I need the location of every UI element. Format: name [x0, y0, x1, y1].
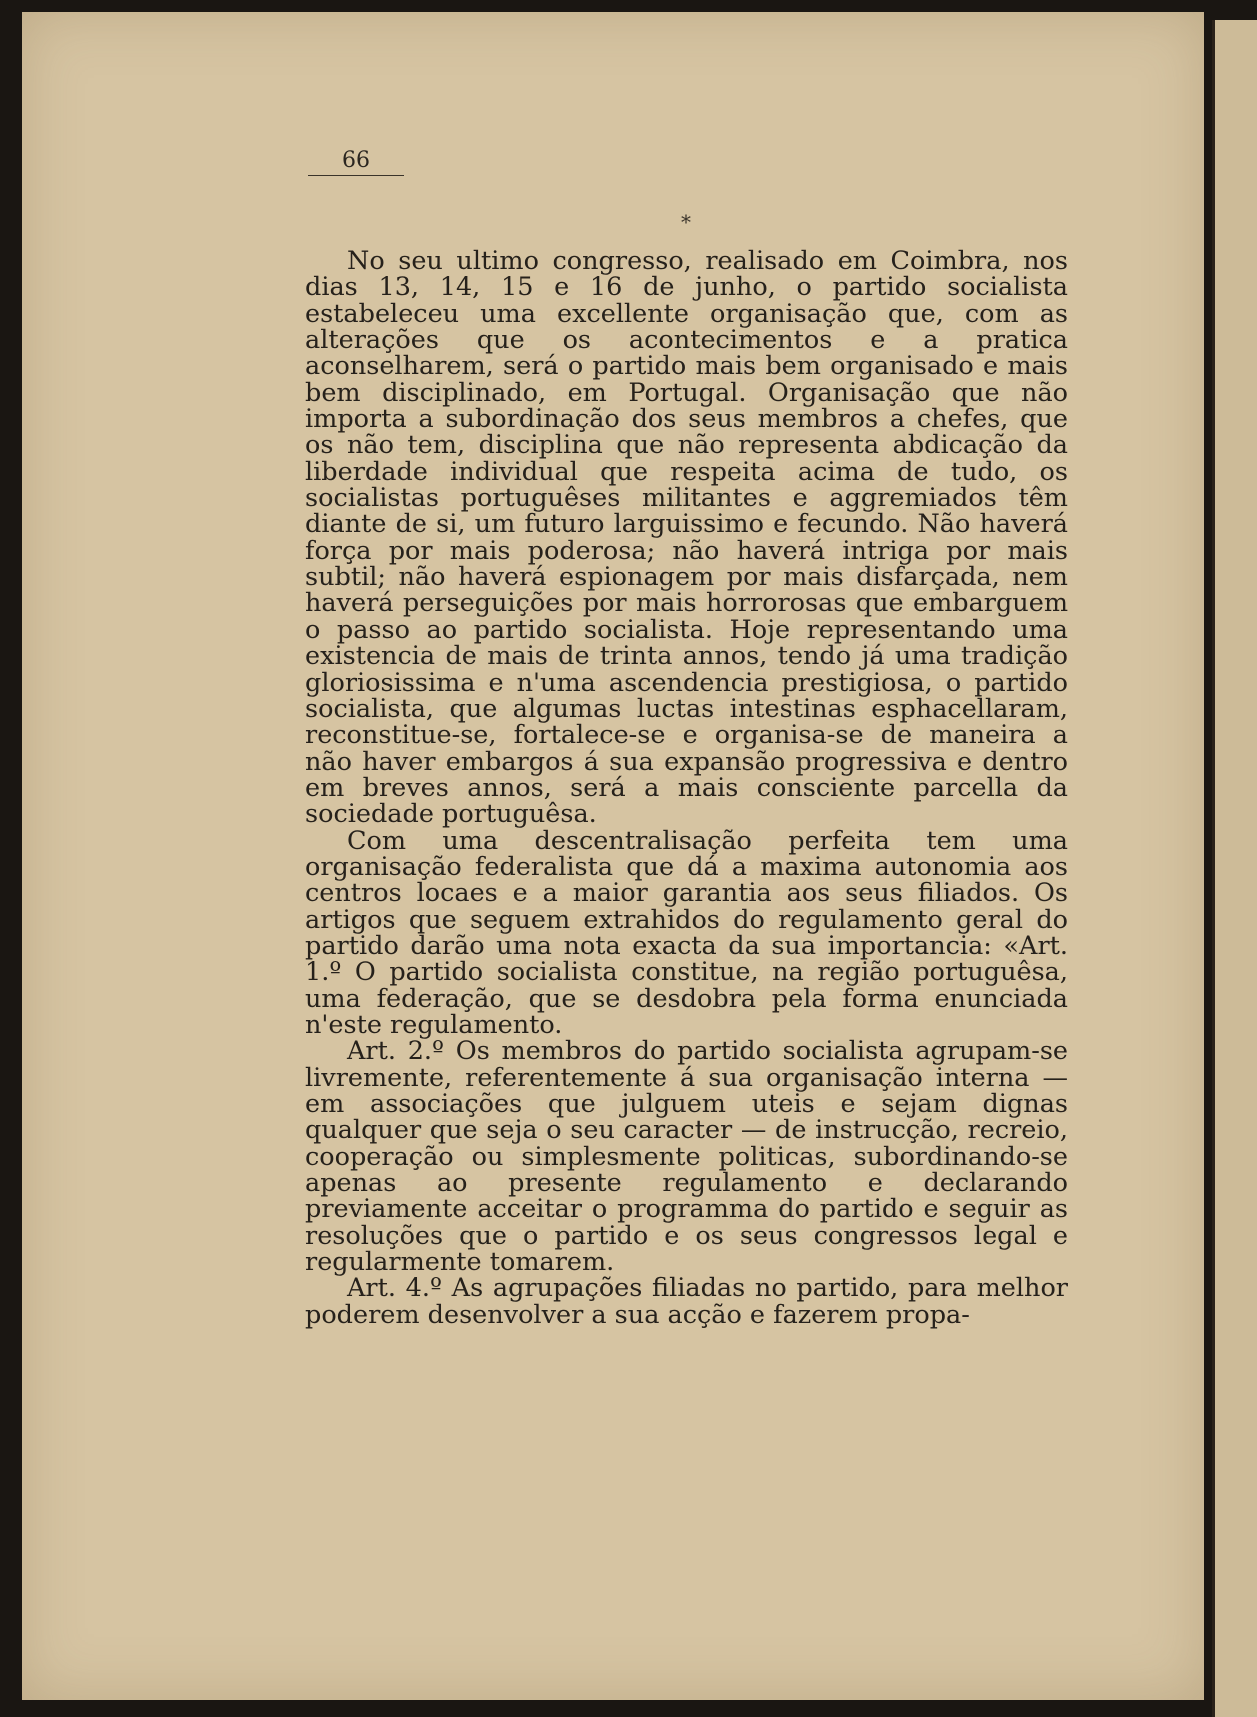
page-number: 66	[308, 148, 404, 176]
paragraph-1: No seu ultimo congresso, realisado em Coimbra, nos dias 13, 14, 15 e 16 de junho, o partido socialista estabeleceu uma excellente organisação que, com as alterações que os acontecimentos e a pratica aconselharem, será o partido mais bem organisado e mais bem disciplinado, em Portugal. Organisação que não importa a subordinação dos seus membros a chefes, que os não tem, disciplina que não representa abdicação da liberdade individual que respeita acima de tudo, os socialistas portuguêses militantes e aggremiados têm diante de si, um futuro larguissimo e fecundo. Não haverá força por mais poderosa; não haverá intriga por mais subtil; não haverá espionagem por mais disfarçada, nem haverá perseguições por mais horrorosas que embarguem o passo ao partido socialista. Hoje representando uma existencia de mais de trinta annos, tendo já uma tradição gloriosissima e n'uma ascendencia prestigiosa, o partido socialista, que algumas luctas intestinas esphacellaram, reconstitue-se, fortalece-se e organisa-se de maneira a não haver embargos á sua expansão progressiva e dentro em breves annos, será a mais consciente parcella da sociedade portuguêsa.	[305, 246, 1068, 830]
paragraph-3: Art. 2.º Os membros do partido socialista agrupam-se livremente, referentemente á sua organisação interna — em associações que julguem uteis e sejam dignas qualquer que seja o seu caracter — de instrucção, recreio, cooperação ou simplesmente politicas, subordinando-se apenas ao presente regulamento e declarando previamente acceitar o programma do partido e seguir as resoluções que o partido e os seus congressos legal e regularmente tomarem.	[305, 1036, 1068, 1278]
paragraph-4: Art. 4.º As agrupações filiadas no partido, para melhor poderem desenvolver a sua acção e fazerem propa-	[305, 1273, 1068, 1330]
section-ornament: *	[681, 210, 691, 234]
body-text	[305, 248, 1068, 1328]
adjacent-page-edge	[1212, 20, 1257, 1717]
paragraph-2: Com uma descentralisação perfeita tem uma organisação federalista que dá a maxima autonomia aos centros locaes e a maior garantia aos seus filiados. Os artigos que seguem extrahidos do regulamento geral do partido darão uma nota exacta da sua importancia: «Art. 1.º O partido socialista constitue, na região portuguêsa, uma federação, que se desdobra pela forma enunciada n'este regulamento.	[305, 825, 1068, 1040]
